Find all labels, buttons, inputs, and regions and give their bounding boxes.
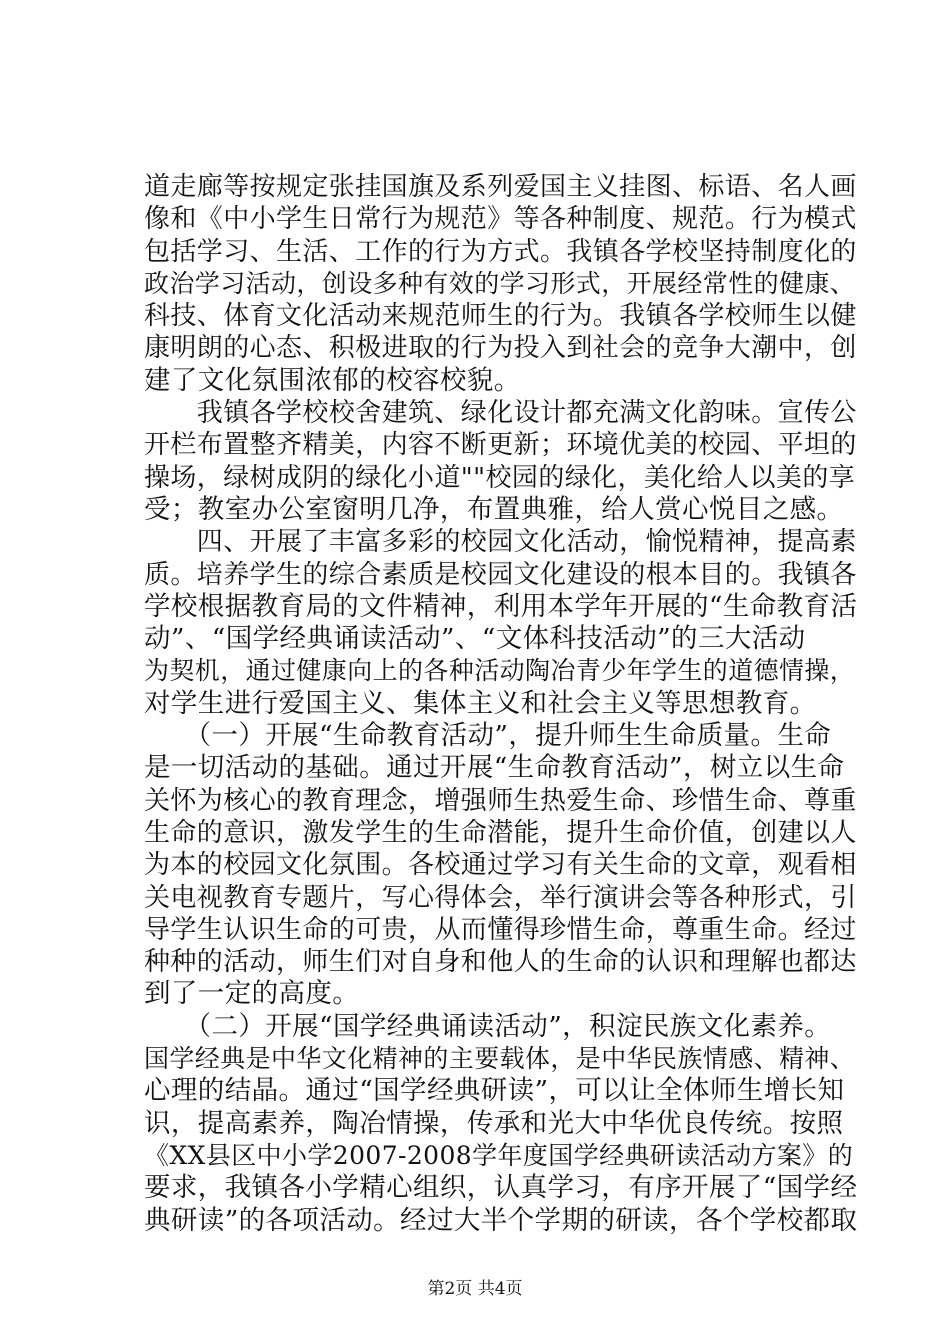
text-line: 是一切活动的基础。通过开展“生命教育活动”，树立以生命 [144, 752, 845, 784]
text-line: 四、开展了丰富多彩的校园文化活动，愉悦精神，提高素 [144, 527, 857, 558]
text-line: 关电视教育专题片，写心得体会，举行演讲会等各种形式，引 [144, 882, 857, 913]
body-text [144, 171, 864, 1237]
text-line: 对学生进行爱国主义、集体主义和社会主义等思想教育。 [144, 687, 817, 719]
text-line: 康明朗的心态、积极进取的行为投入到社会的竞争大潮中，创 [144, 333, 857, 364]
text-line: 操场，绿树成阴的绿化小道""校园的绿化，美化给人以美的享 [144, 462, 856, 493]
text-line: （一）开展“生命教育活动”，提升师生生命质量。生命 [144, 720, 832, 752]
text-line: （二）开展“国学经典诵读活动”，积淀民族文化素养。 [144, 1010, 832, 1042]
text-line: 开栏布置整齐精美，内容不断更新；环境优美的校园、平坦的 [144, 430, 857, 461]
text-line: 导学生认识生命的可贵，从而懂得珍惜生命，尊重生命。经过 [144, 914, 857, 945]
text-line: 生命的意识，激发学生的生命潜能，提升生命价值，创建以人 [144, 817, 857, 848]
page-number-footer: 第2页 共4页 [427, 1279, 523, 1299]
text-line: 像和《中小学生日常行为规范》等各种制度、规范。行为模式 [144, 204, 857, 235]
text-line: 为契机，通过健康向上的各种活动陶冶青少年学生的道德情操， [144, 656, 856, 686]
text-line: 建了文化氛围浓郁的校容校貌。 [144, 364, 521, 396]
text-line: 关怀为核心的教育理念，增强师生热爱生命、珍惜生命、尊重 [144, 785, 857, 816]
text-line: 为本的校园文化氛围。各校通过学习有关生命的文章，观看相 [144, 850, 857, 881]
text-line: 动”、“国学经典诵读活动”、“文体科技活动”的三大活动 [144, 623, 806, 655]
text-line: 质。培养学生的综合素质是校园文化建设的根本目的。我镇各 [144, 559, 857, 590]
text-line: 种种的活动，师生们对自身和他人的生命的认识和理解也都达 [144, 947, 857, 978]
text-line: 到了一定的高度。 [144, 978, 360, 1010]
text-line: 科技、体育文化活动来规范师生的行为。我镇各学校师生以健 [144, 301, 857, 332]
text-line: 心理的结晶。通过“国学经典研读”，可以让全体师生增长知 [144, 1075, 845, 1107]
text-line: 道走廊等按规定张挂国旗及系列爱国主义挂图、标语、名人画 [144, 172, 857, 202]
text-line: 受；教室办公室窗明几净，布置典雅，给人赏心悦目之感。 [144, 493, 844, 525]
text-line: 我镇各学校校舍建筑、绿化设计都充满文化韵味。宣传公 [144, 398, 857, 429]
text-line: 典研读”的各项活动。经过大半个学期的研读，各个学校都取 [144, 1204, 858, 1236]
text-line: 包括学习、生活、工作的行为方式。我镇各学校坚持制度化的 [144, 236, 857, 267]
text-line: 《XX县区中小学2007-2008学年度国学经典研读活动方案》的 [144, 1140, 854, 1170]
text-line: 识，提高素养，陶冶情操，传承和光大中华优良传统。按照 [144, 1107, 844, 1139]
text-line: 政治学习活动，创设多种有效的学习形式，开展经常性的健康、 [144, 268, 856, 298]
text-line: 国学经典是中华文化精神的主要载体，是中华民族情感、精神、 [144, 1044, 856, 1074]
text-line: 要求，我镇各小学精心组织，认真学习，有序开展了“国学经 [144, 1172, 858, 1204]
text-line: 学校根据教育局的文件精神，利用本学年开展的“生命教育活 [144, 590, 858, 622]
